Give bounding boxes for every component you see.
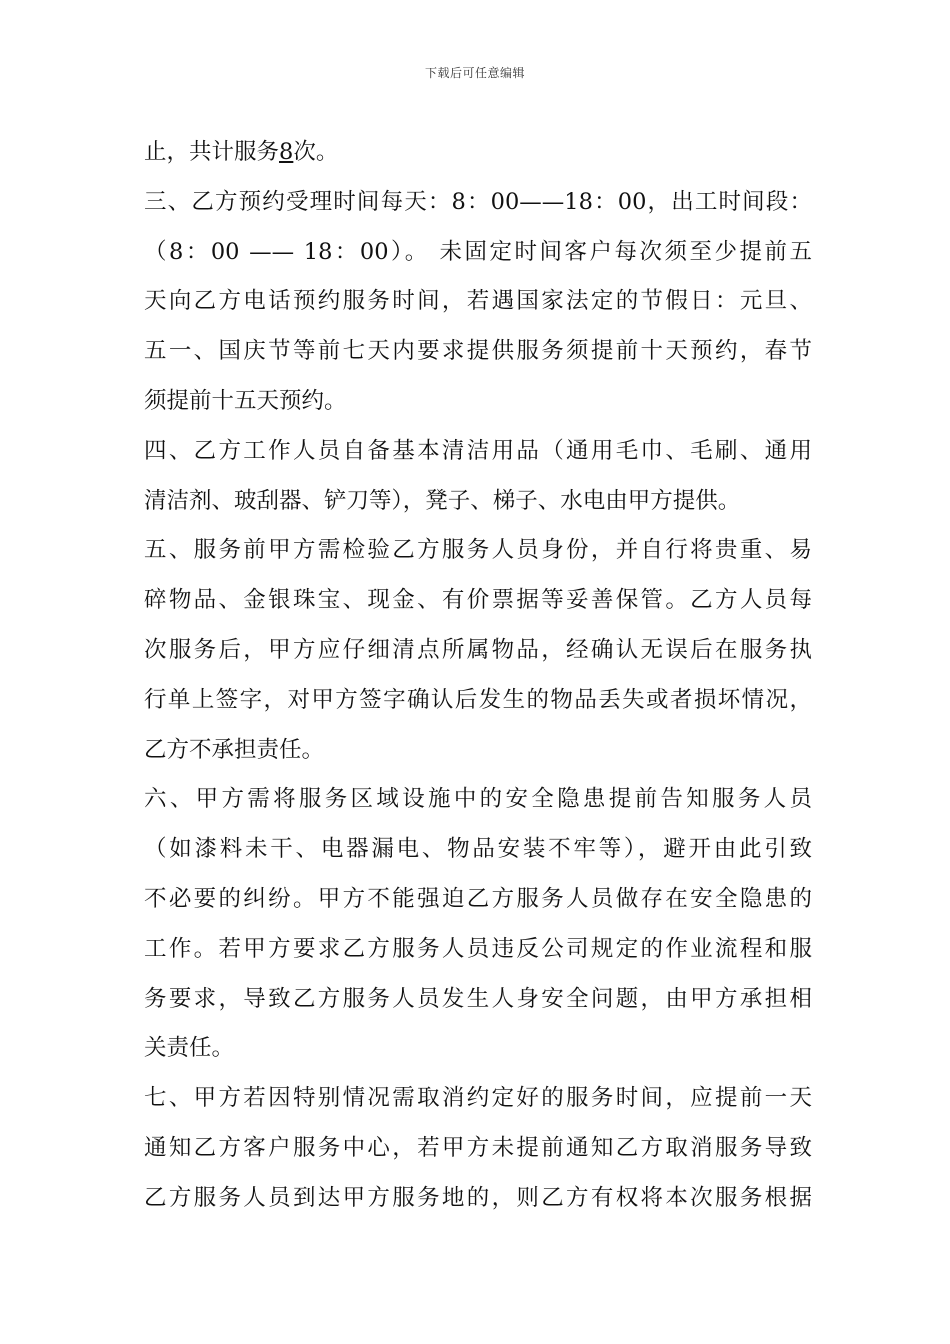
text-line: 行单上签字，对甲方签字确认后发生的物品丢失或者损坏情况， <box>144 686 812 713</box>
text-line: 七、甲方若因特别情况需取消约定好的服务时间，应提前一天 <box>144 1085 812 1112</box>
text-line: 须提前十五天预约。 <box>144 387 347 414</box>
text-line: 天向乙方电话预约服务时间，若遇国家法定的节假日：元旦、 <box>144 288 812 315</box>
text-line: 工作。若甲方要求乙方服务人员违反公司规定的作业流程和服 <box>144 935 812 962</box>
line-text-before: 止，共计服务 <box>144 139 280 165</box>
text-line: 务要求，导致乙方服务人员发生人身安全问题，由甲方承担相 <box>144 985 812 1012</box>
page-header: 下载后可任意编辑 <box>424 66 525 80</box>
text-line: 碎物品、金银珠宝、现金、有价票据等妥善保管。乙方人员每 <box>144 587 812 614</box>
text-line: 三、乙方预约受理时间每天：8：00——18：00，出工时间段： <box>144 188 812 215</box>
text-line: 乙方不承担责任。 <box>144 736 325 763</box>
text-line: 六、甲方需将服务区域设施中的安全隐患提前告知服务人员 <box>144 786 812 813</box>
line-text-after: 次。 <box>293 139 339 165</box>
text-line: 清洁剂、玻刮器、铲刀等），凳子、梯子、水电由甲方提供。 <box>144 487 741 514</box>
text-line: 关责任。 <box>144 1035 235 1062</box>
text-line: 不必要的纠纷。甲方不能强迫乙方服务人员做存在安全隐患的 <box>144 885 812 912</box>
text-line: 五、服务前甲方需检验乙方服务人员身份，并自行将贵重、易 <box>144 537 812 564</box>
underlined-count: 8 <box>279 139 294 165</box>
text-line: 次服务后，甲方应仔细清点所属物品，经确认无误后在服务执 <box>144 636 812 663</box>
document-body <box>144 128 812 1224</box>
text-line: （如漆料未干、电器漏电、物品安装不牢等），避开由此引致 <box>144 836 812 863</box>
text-line <box>144 128 812 178</box>
text-line: 通知乙方客户服务中心，若甲方未提前通知乙方取消服务导致 <box>144 1134 812 1161</box>
text-line: 四、乙方工作人员自备基本清洁用品（通用毛巾、毛刷、通用 <box>144 437 812 464</box>
text-line: 乙方服务人员到达甲方服务地的，则乙方有权将本次服务根据 <box>144 1184 812 1211</box>
text-line: 五一、国庆节等前七天内要求提供服务须提前十天预约，春节 <box>144 338 812 365</box>
text-line: （8：00 —— 18：00）。 未固定时间客户每次须至少提前五 <box>144 238 812 265</box>
